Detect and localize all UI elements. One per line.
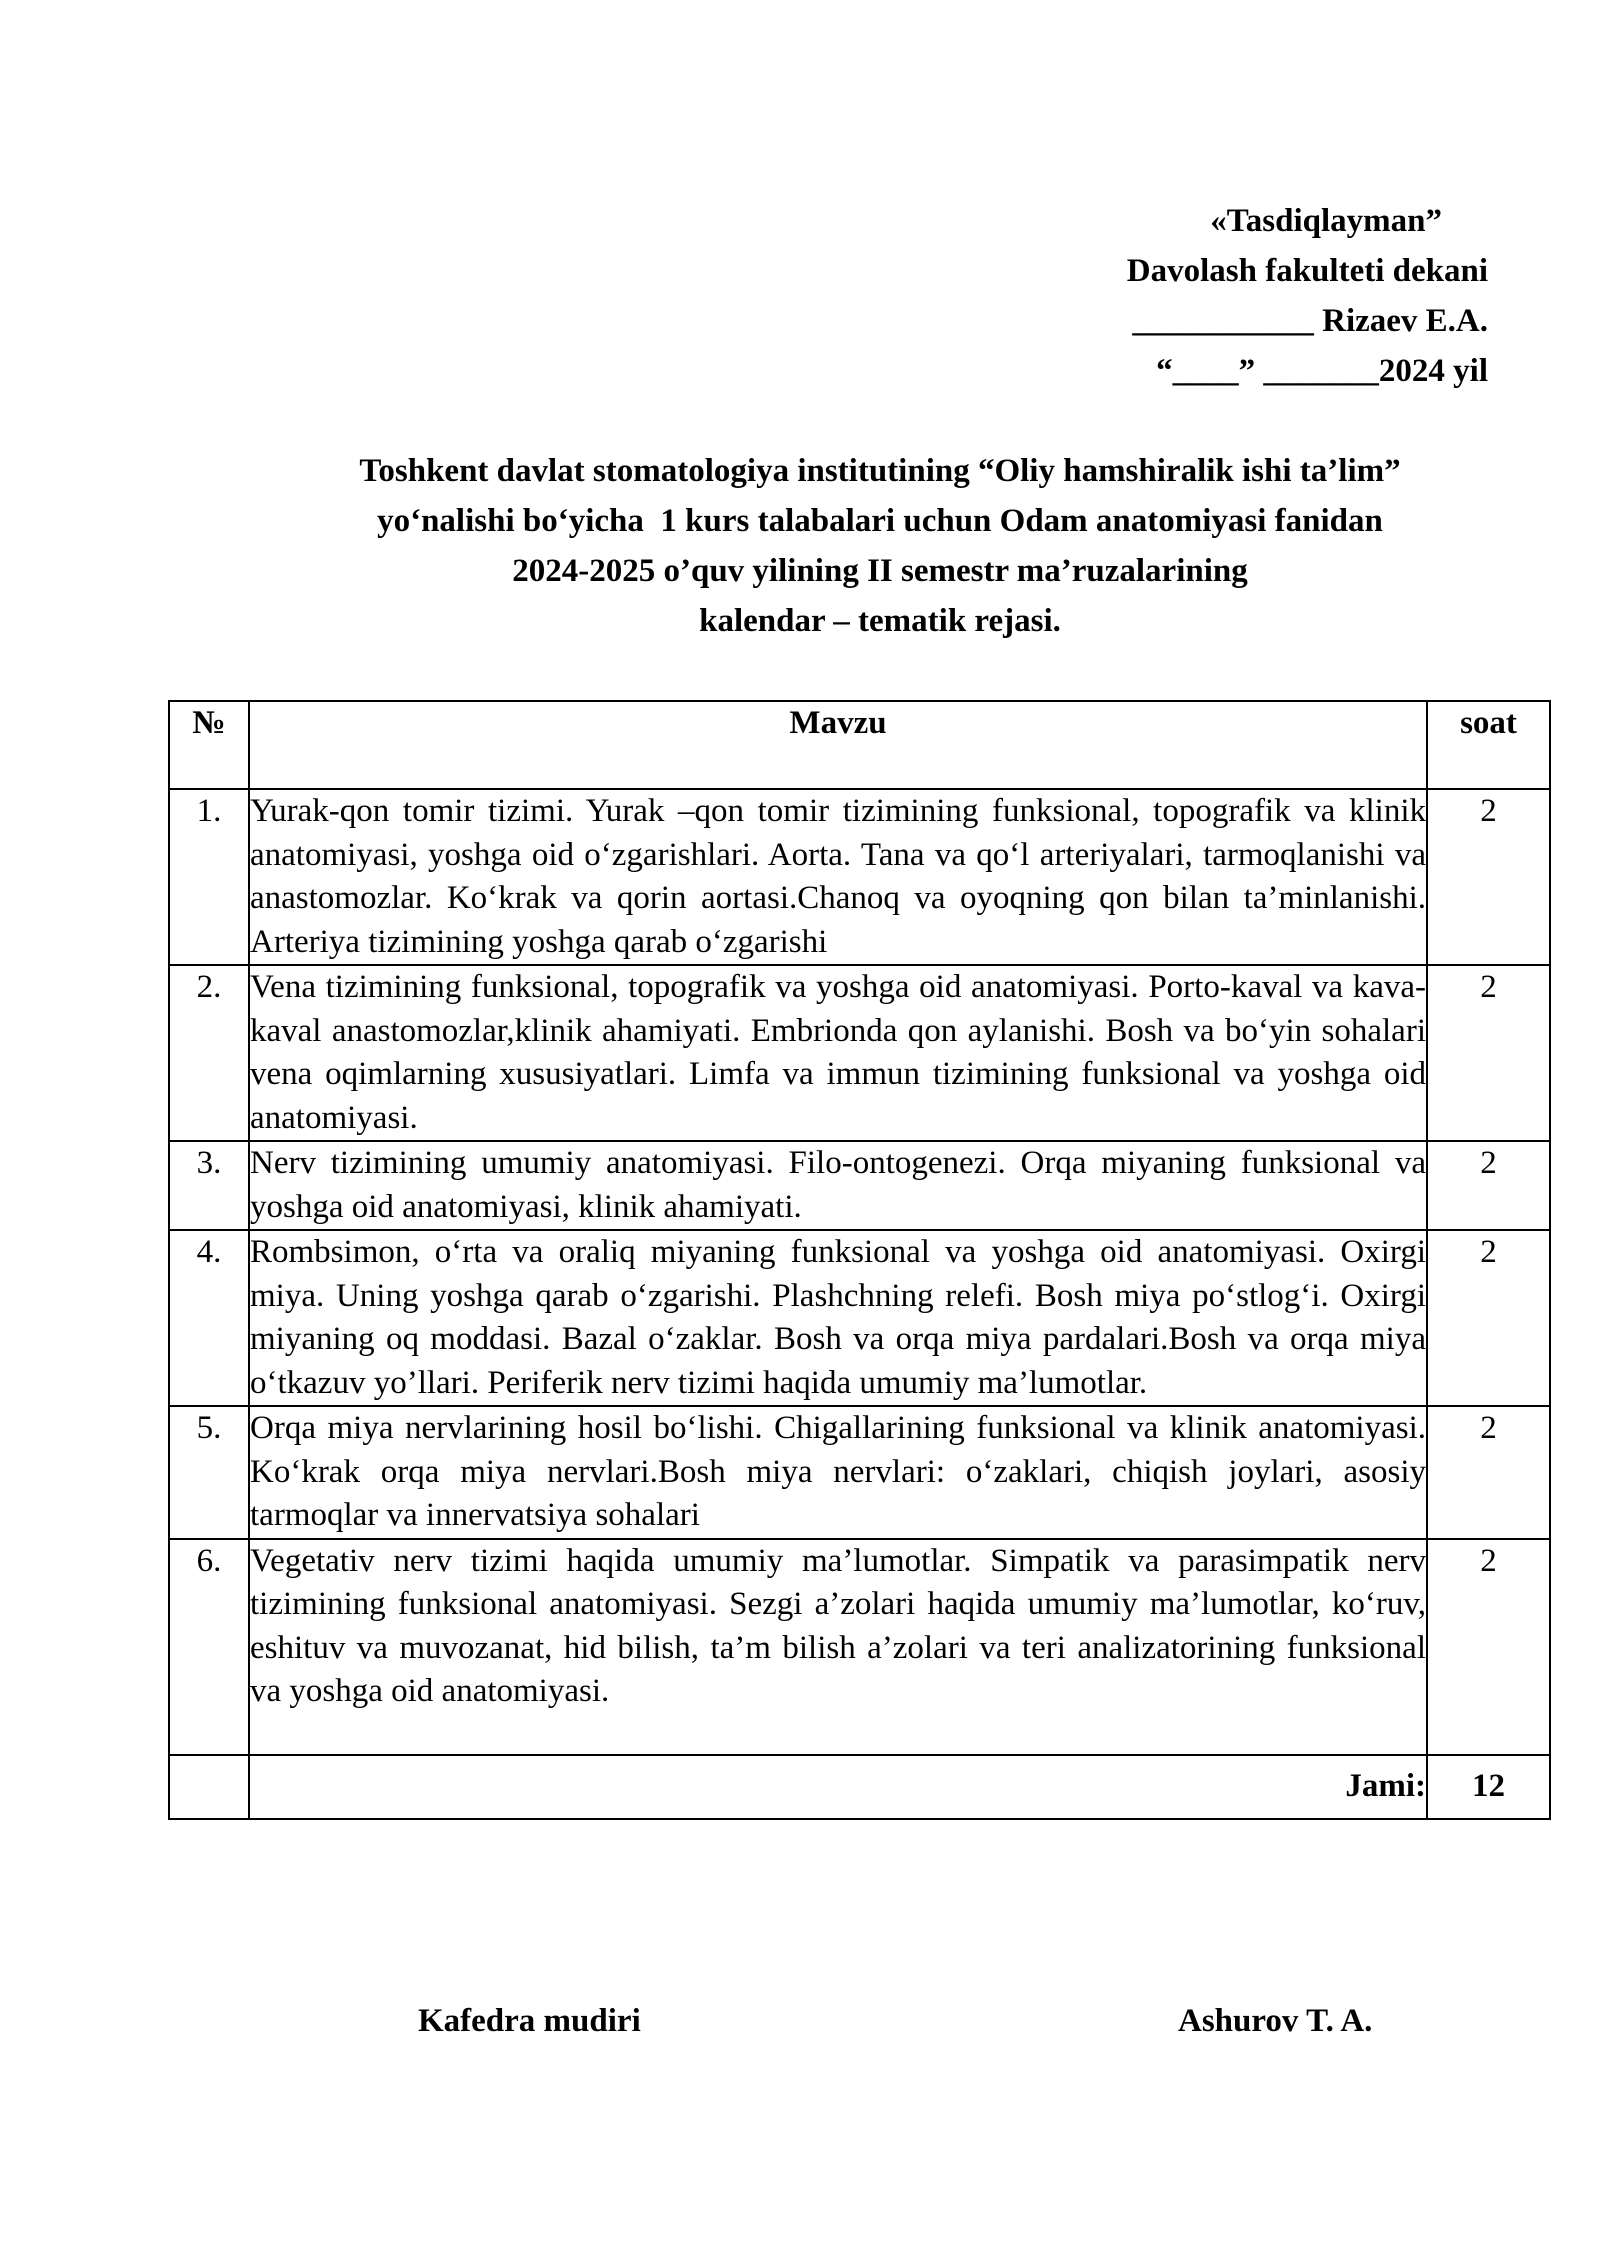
table-row [169,789,1550,965]
row-topic: Yurak-qon tomir tizimi. Yurak –qon tomir tizimining funksional, topografik va klinik anatomiyasi, yoshga oid o‘zgarishlari. Aorta. Tana va qo‘l arteriyalari, tarmoqlanishi va anastomozlar. Ko‘krak va qorin aortasi.Chanoq va oyoqning qon bilan ta’minlanishi. Arteriya tizimining yoshga qarab o‘zgarishi [249,789,1427,965]
row-topic: Vegetativ nerv tizimi haqida umumiy ma’lumotlar. Simpatik va parasimpatik nerv tizimining funksional anatomiyasi. Sezgi a’zolari haqida umumiy ma’lumotlar, ko‘ruv, eshituv va muvozanat, hid bilish, ta’m bilish a’zolari va teri analizatorining funksional va yoshga oid anatomiyasi. [249,1539,1427,1755]
total-value: 12 [1427,1755,1550,1819]
row-hours: 2 [1427,1141,1550,1230]
row-hours: 2 [1427,789,1550,965]
total-label: Jami: [249,1755,1427,1819]
row-hours: 2 [1427,1406,1550,1539]
heading-line-2: yo‘nalishi bo‘yicha 1 kurs talabalari uchun Odam anatomiyasi fanidan [377,503,1383,539]
row-number: 4. [169,1230,249,1406]
table-total-row [169,1755,1550,1819]
row-hours: 2 [1427,965,1550,1141]
total-empty-cell [169,1755,249,1819]
approval-date-line: “____” _______2024 yil [1156,353,1488,389]
row-hours: 2 [1427,1230,1550,1406]
approval-title: «Tasdiqlayman” [1210,203,1442,239]
table-row [169,1539,1550,1755]
row-topic: Orqa miya nervlarining hosil bo‘lishi. Chigallarining funksional va klinik anatomiyasi. Ko‘krak orqa miya nervlari.Bosh miya nervlari: o‘zaklari, chiqish joylari, asosiy tarmoqlar va innervatsiya sohalari [249,1406,1427,1539]
heading-line-4: kalendar – tematik rejasi. [699,603,1061,639]
row-number: 1. [169,789,249,965]
row-topic: Vena tizimining funksional, topografik va yoshga oid anatomiyasi. Porto-kaval va kava-kaval anastomozlar,klinik ahamiyati. Embrionda qon aylanishi. Bosh va bo‘yin sohalari vena oqimlarning xususiyatlari. Limfa va immun tizimining funksional va yoshga oid anatomiyasi. [249,965,1427,1141]
document-heading [180,446,1580,646]
heading-line-3: 2024-2025 o’quv yilining II semestr ma’ruzalarining [512,553,1248,589]
row-topic: Nerv tizimining umumiy anatomiyasi. Filo-ontogenezi. Orqa miyaning funksional va yoshga oid anatomiyasi, klinik ahamiyati. [249,1141,1427,1230]
row-topic: Rombsimon, o‘rta va oraliq miyaning funksional va yoshga oid anatomiyasi. Oxirgi miya. Uning yoshga qarab o‘zgarishi. Plashchning relefi. Bosh miya po‘stlog‘i. Oxirgi miyaning oq moddasi. Bazal o‘zaklar. Bosh va orqa miya pardalari.Bosh va orqa miya o‘tkazuv yo’llari. Periferik nerv tizimi haqida umumiy ma’lumotlar. [249,1230,1427,1406]
department-head-name: Ashurov T. A. [1178,2003,1373,2039]
heading-line-1: Toshkent davlat stomatologiya institutining “Oliy hamshiralik ishi ta’lim” [359,453,1401,489]
table-header-row [169,701,1550,789]
approval-signature-line: ___________ Rizaev E.A. [1132,303,1488,339]
header-topic: Mavzu [249,701,1427,789]
row-number: 3. [169,1141,249,1230]
table-row [169,1406,1550,1539]
row-number: 2. [169,965,249,1141]
table-row [169,1141,1550,1230]
header-hours: soat [1427,701,1550,789]
department-head-title: Kafedra mudiri [418,2003,641,2039]
thematic-plan-table [168,700,1551,1820]
approval-block [928,196,1488,396]
approval-position: Davolash fakulteti dekani [1126,253,1488,289]
row-hours: 2 [1427,1539,1550,1755]
row-number: 5. [169,1406,249,1539]
table-row [169,965,1550,1141]
table-row [169,1230,1550,1406]
header-number: № [169,701,249,789]
row-number: 6. [169,1539,249,1755]
